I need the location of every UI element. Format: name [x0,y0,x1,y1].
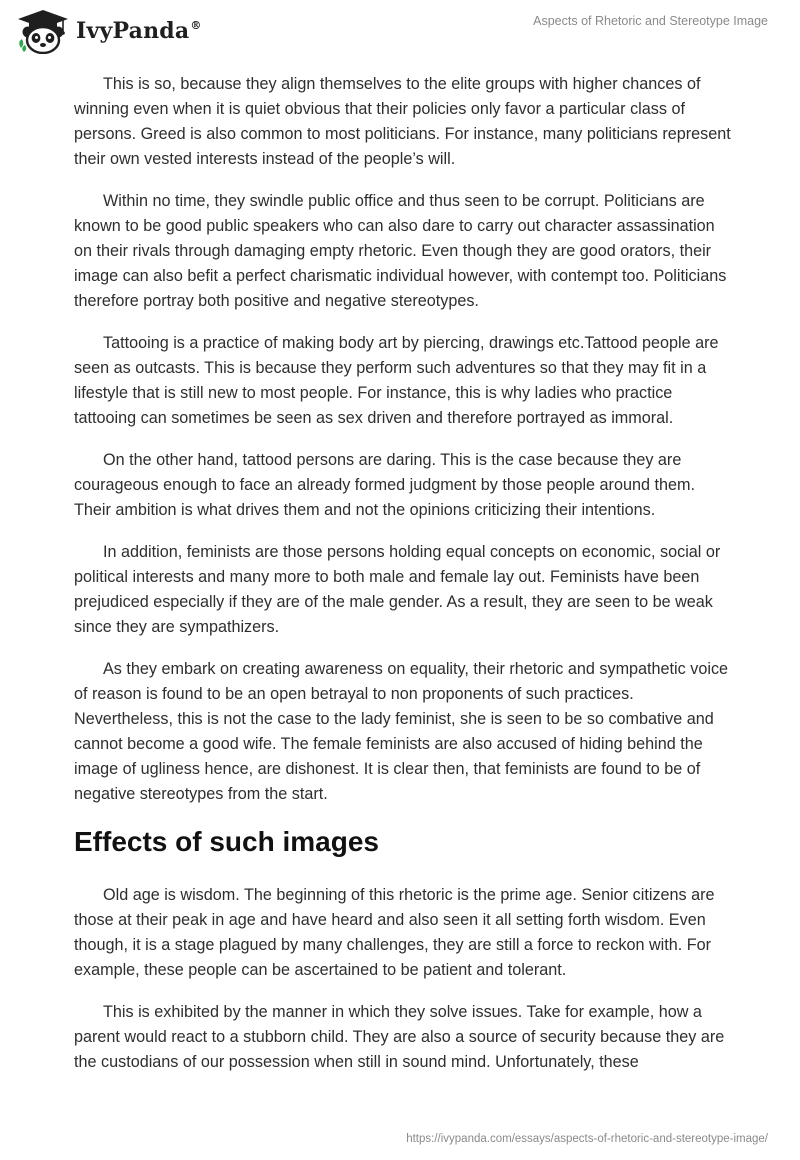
paragraph: Within no time, they swindle public office and thus seen to be corrupt. Politicians are known to be good public speakers who can also dare to carry out character assassination on their rivals through damaging empty rhetoric. Even though they are good orators, their image can also befit a perfect charismatic individual however, with contempt too. Politicians therefore portray both positive and negative stereotypes. [74,192,727,310]
paragraph: As they embark on creating awareness on equality, their rhetoric and sympathetic voice of reason is found to be an open betrayal to non proponents of such practices. Nevertheless, this is not the case to the lady feminist, she is seen to be so combative and cannot become a good wife. The female feminists are also accused of hiding behind the image of ugliness hence, are dishonest. It is clear then, that feminists are found to be of negative stereotypes from the start. [74,660,729,803]
brand-name: IvyPanda® [76,18,202,44]
paragraph: Old age is wisdom. The beginning of this rhetoric is the prime age. Senior citizens are those at their peak in age and have heard and also seen it all setting forth wisdom. Even though, it is a stage plagued by many challenges, they are still a force to reckon with. For example, these people can be ascertained to be patient and tolerant. [74,886,715,979]
paragraph: On the other hand, tattood persons are daring. This is the case because they are courageous enough to face an already formed judgment by those people around them. Their ambition is what drives them and not the opinions criticizing their intentions. [74,451,695,519]
paragraph: Tattooing is a practice of making body art by piercing, drawings etc.Tattood people are seen as outcasts. This is because they perform such adventures so that they may fit in a lifestyle that is still new to most people. For instance, this is why ladies who practice tattooing can sometimes be seen as sex driven and therefore portrayed as immoral. [74,334,719,427]
paragraph: In addition, feminists are those persons holding equal concepts on economic, social or political interests and many more to both male and female lay out. Feminists have been prejudiced especially if they are of the male gender. As a result, they are seen to be weak since they are sympathizers. [74,543,721,636]
paragraph: This is exhibited by the manner in which they solve issues. Take for example, how a parent would react to a stubborn child. They are also a source of security because they are the custodians of our possession when still in sound mind. Unfortunately, these [74,1003,725,1071]
source-url[interactable]: https://ivypanda.com/essays/aspects-of-rhetoric-and-stereotype-image/ [406,1133,768,1145]
paragraph: This is so, because they align themselves to the elite groups with higher chances of winning even when it is quiet obvious that their policies only favor a particular class of persons. Greed is also common to most politicians. For instance, many politicians represent their own vested interests instead of the people’s will. [74,75,731,168]
brand-logo[interactable] [16,8,202,54]
essay-body [74,72,734,1092]
page-header [0,0,800,64]
panda-graduate-icon [16,8,70,54]
section-heading: Effects of such images [74,826,379,857]
document-title: Aspects of Rhetoric and Stereotype Image [533,14,768,28]
